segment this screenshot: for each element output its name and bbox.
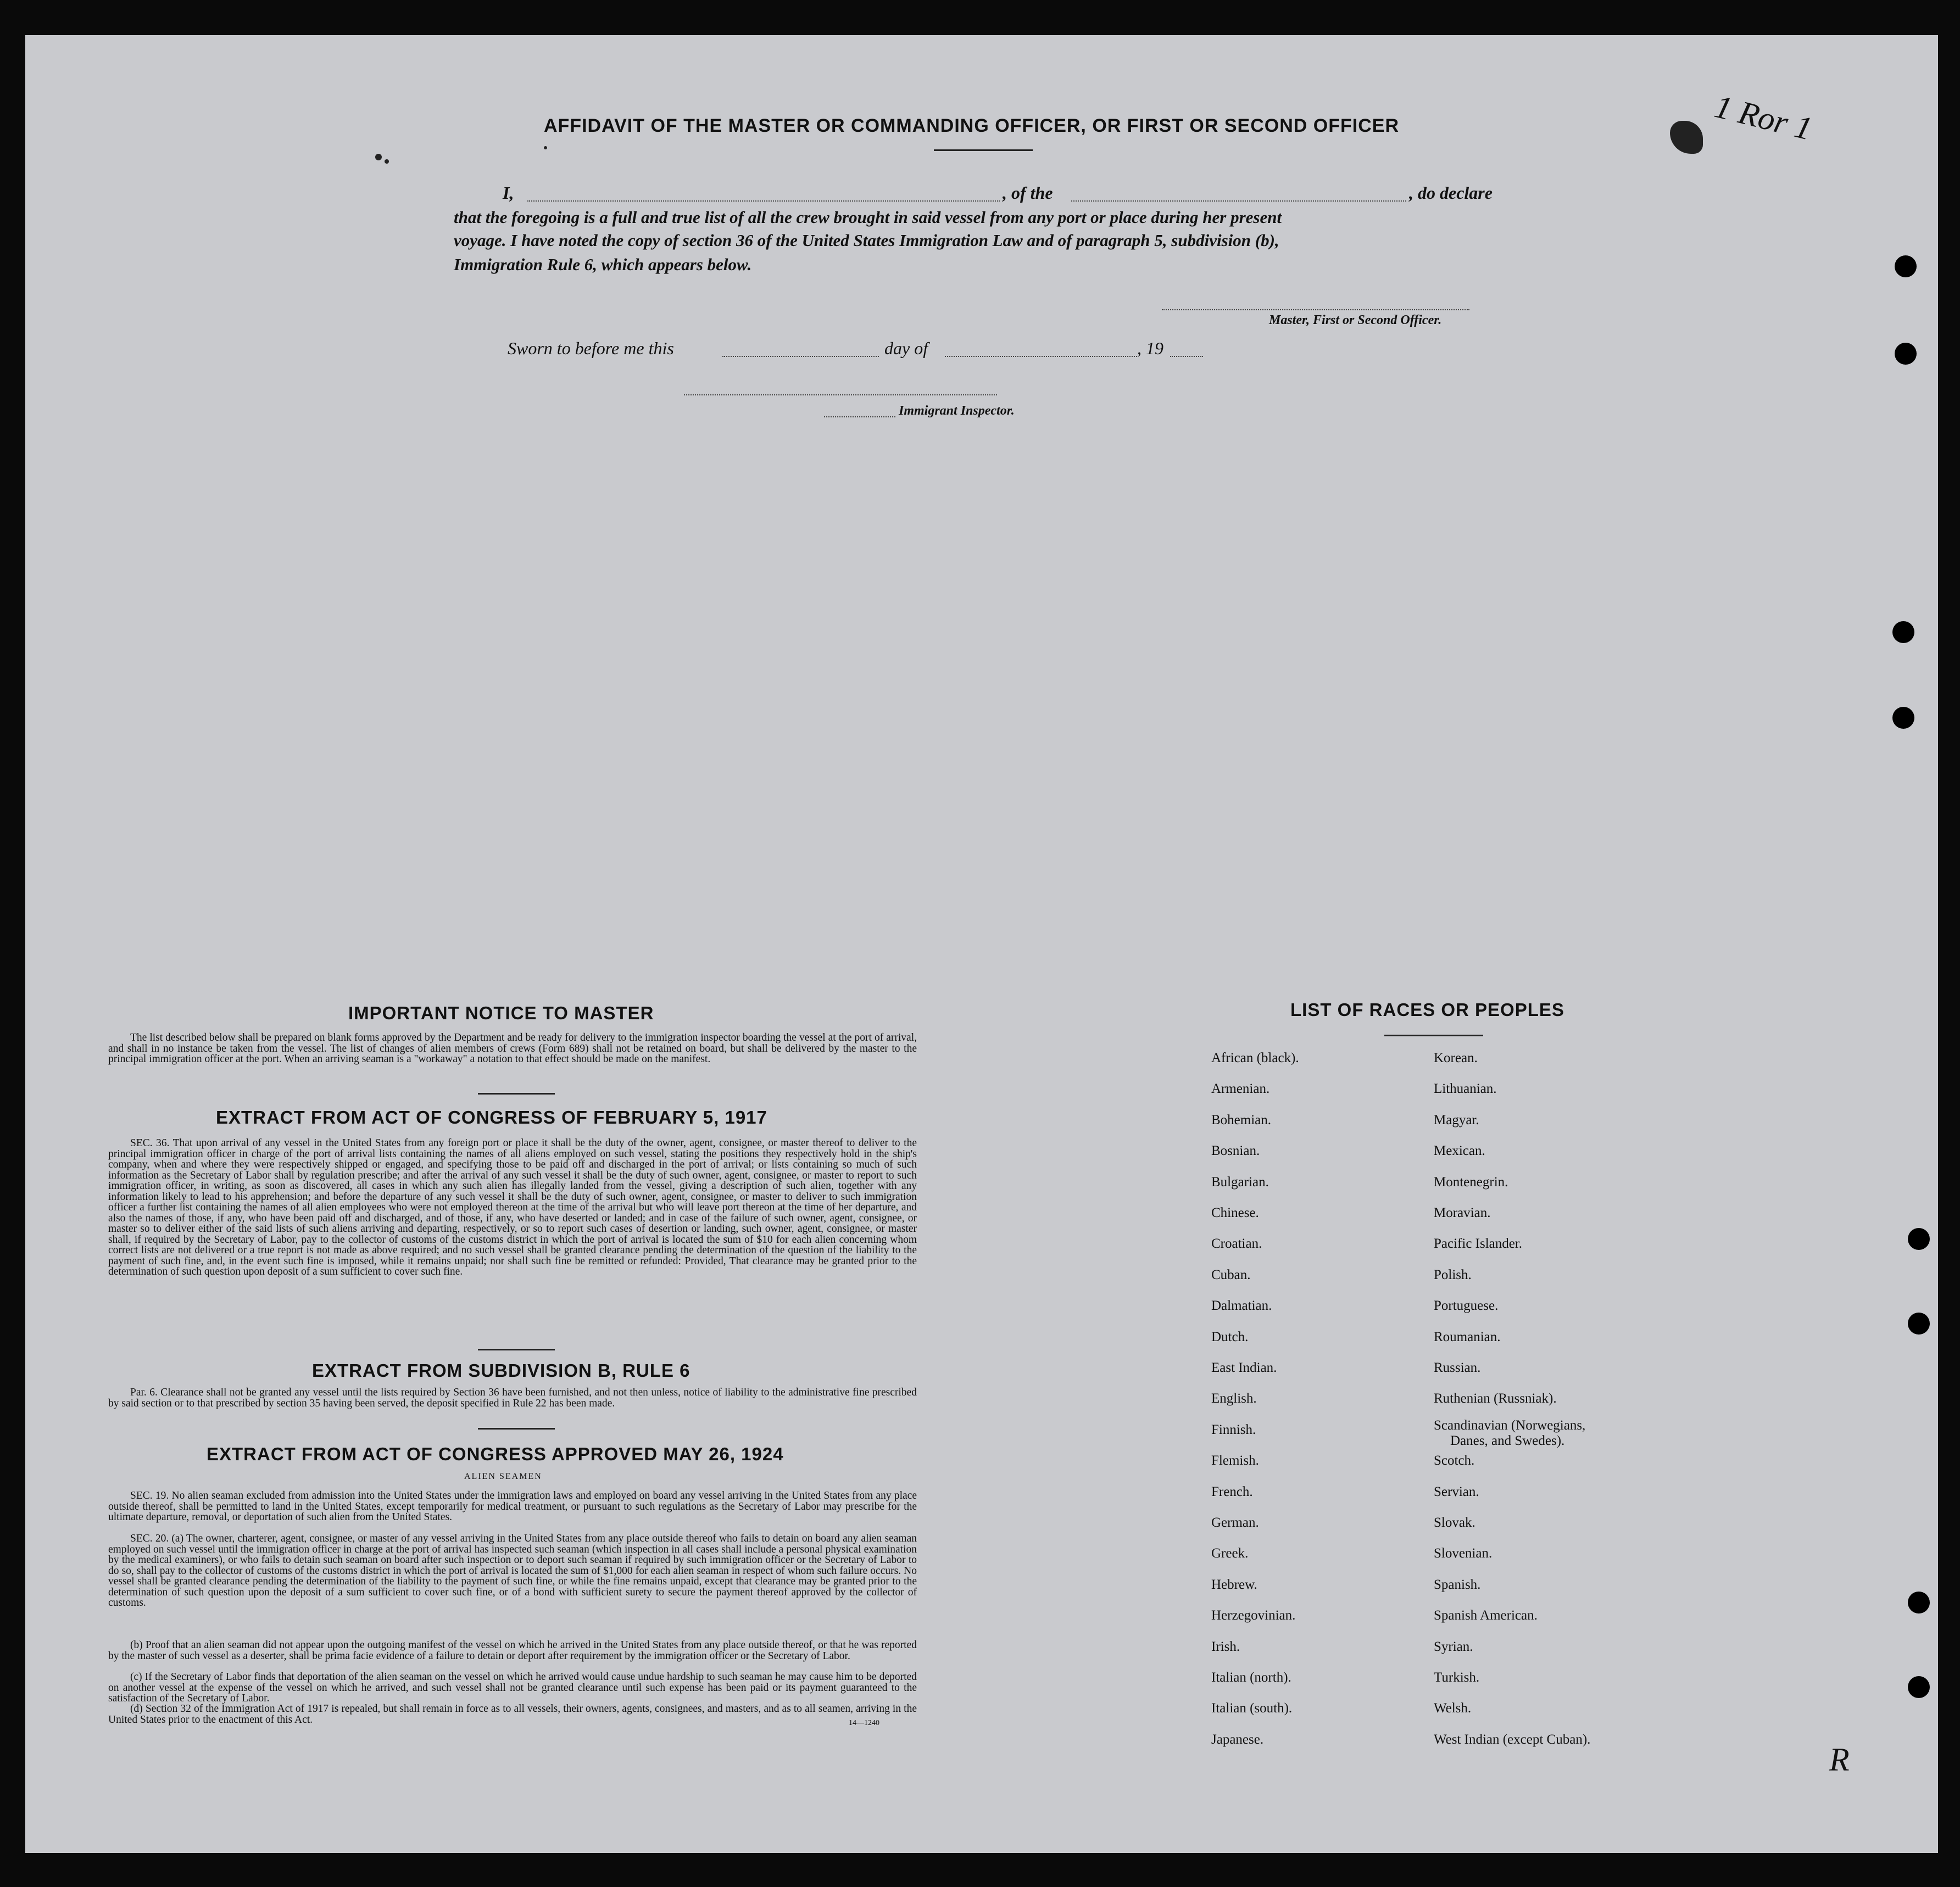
race-item: Portuguese.	[1434, 1298, 1499, 1314]
race-item: Welsh.	[1434, 1701, 1472, 1716]
race-item: Mexican.	[1434, 1143, 1485, 1159]
punch-hole	[1908, 1676, 1930, 1698]
race-item: Lithuanian.	[1434, 1081, 1497, 1097]
race-item: Italian (south).	[1211, 1701, 1293, 1716]
alien-seamen-subhead: ALIEN SEAMEN	[464, 1472, 542, 1481]
sworn-month-blank	[945, 356, 1137, 357]
race-item: Bohemian.	[1211, 1112, 1272, 1127]
race-item: Russian.	[1434, 1360, 1481, 1375]
punch-hole	[1908, 1592, 1930, 1614]
race-item: Ruthenian (Russniak).	[1434, 1391, 1557, 1406]
punch-hole	[1908, 1228, 1930, 1250]
race-item: Finnish.	[1211, 1422, 1256, 1437]
form-number: 14—1240	[849, 1719, 879, 1727]
race-item: African (black).	[1211, 1051, 1299, 1065]
race-item: Cuban.	[1211, 1267, 1251, 1282]
race-item: French.	[1211, 1484, 1253, 1499]
signature-caption: Master, First or Second Officer.	[1269, 313, 1442, 327]
handwritten-annotation: 1 Ror 1	[1711, 88, 1816, 147]
race-item: Spanish American.	[1434, 1608, 1538, 1623]
race-item: East Indian.	[1211, 1360, 1277, 1375]
race-item: Chinese.	[1211, 1205, 1259, 1220]
name-blank	[527, 200, 1000, 202]
punch-hole	[1892, 707, 1914, 729]
divider	[478, 1349, 555, 1350]
race-item: Croatian.	[1211, 1236, 1262, 1252]
race-item: Hebrew.	[1211, 1577, 1257, 1592]
race-item: English.	[1211, 1391, 1257, 1406]
race-item: Korean.	[1434, 1051, 1478, 1065]
divider	[1384, 1035, 1483, 1036]
extract-1924-sec20a: SEC. 20. (a) The owner, charterer, agent, consignee, or master of any vessel arriving in the United States from any place outside thereof who fails to detain on board any alien seaman employed on such vessel until the immigration officer in charge at the port of arrival has inspected such seaman (which inspection in all cases shall include a personal physical examination by the medical examiners), or who fails to detain such seaman on board after such inspection or to deport such seaman if required by such immigration officer or the Secretary of Labor to do so, shall pay to the collector of customs of the customs district in which the port of arrival is located the sum of $1,000 for each alien seaman in respect of whom such failure occurs. No vessel shall be granted clearance pending the determination of the liability to the payment of such fine, or while the fine remains unpaid, except that clearance may be granted prior to the determination of such question upon the deposit of a sum sufficient to cover such fine, or of a bond with sufficient surety to secure the payment thereof approved by the collector of customs.	[108, 1533, 917, 1609]
race-item: Greek.	[1211, 1546, 1249, 1561]
punch-hole	[1895, 255, 1917, 277]
inspector-signature-line	[684, 394, 997, 395]
ink-speck	[375, 154, 382, 160]
extract-1924-sec20d: (d) Section 32 of the Immigration Act of 1917 is repealed, but shall remain in force as to all vessels, their owners, agents, consignees, and masters, and as to all seamen, arriving in the United States prior to the enactment of this Act.	[108, 1703, 917, 1726]
handwritten-annotation: R	[1829, 1741, 1850, 1778]
affidavit-line: that the foregoing is a full and true list of all the crew brought in said vessel from any port or place during her present	[454, 208, 1282, 227]
race-item: Montenegrin.	[1434, 1174, 1508, 1190]
extract-rule6-text: Par. 6. Clearance shall not be granted any vessel until the lists required by Section 36 have been furnished, and not then unless, notice of liability to the administrative fine prescribed by said section or to that prescribed by section 35 having been served, the deposit specified in Rule 22 has been made.	[108, 1387, 917, 1409]
year-label: , 19	[1137, 338, 1163, 358]
race-item: Irish.	[1211, 1639, 1240, 1654]
race-item-continuation: Danes, and Swedes).	[1450, 1433, 1565, 1448]
divider	[934, 149, 1033, 151]
inspector-short-line	[824, 416, 895, 417]
race-item: Scotch.	[1434, 1453, 1475, 1469]
affidavit-title: AFFIDAVIT OF THE MASTER OR COMMANDING OFFICER, OR FIRST OR SECOND OFFICER	[544, 115, 1399, 136]
extract-1924-sec20b: (b) Proof that an alien seaman did not appear upon the outgoing manifest of the vessel on which he arrived in the United States from any place outside thereof, or that he was reported by the master of such vessel as a deserter, shall be prima facie evidence of a failure to detain or deport after requirement by the immigration officer or the Secretary of Labor.	[108, 1639, 917, 1662]
race-item: German.	[1211, 1515, 1259, 1530]
extract-1924-title: EXTRACT FROM ACT OF CONGRESS APPROVED MAY 26, 1924	[207, 1444, 784, 1464]
race-item: Pacific Islander.	[1434, 1236, 1523, 1252]
affidavit-line: voyage. I have noted the copy of section 36 of the United States Immigration Law and of paragraph 5, subdivision (b),	[454, 231, 1279, 250]
affidavit-declare-label: , do declare	[1409, 183, 1493, 203]
punch-hole	[1908, 1313, 1930, 1335]
race-item: Moravian.	[1434, 1205, 1491, 1220]
notice-text: The list described below shall be prepared on blank forms approved by the Department and be ready for delivery to the immigration inspector boarding the vessel at the port of arrival, and shall in no instance be taken from the vessel. The list of changes of alien members of crews (Form 689) shall not be retained on board, but shall be delivered by the master to the principal immigration officer at the port. When an arriving seaman is a "workaway" a notation to that effect should be made on the manifest.	[108, 1032, 917, 1065]
notice-title: IMPORTANT NOTICE TO MASTER	[348, 1003, 654, 1023]
race-item: Slovak.	[1434, 1515, 1475, 1530]
race-item: Bosnian.	[1211, 1143, 1260, 1159]
divider	[478, 1428, 555, 1430]
affidavit-of-the-label: , of the	[1003, 183, 1053, 203]
races-title: LIST OF RACES OR PEOPLES	[1290, 1000, 1564, 1020]
sworn-year-blank	[1170, 356, 1203, 357]
race-item: Armenian.	[1211, 1081, 1270, 1097]
affidavit-line: Immigration Rule 6, which appears below.	[454, 255, 752, 274]
inspector-caption: Immigrant Inspector.	[899, 404, 1015, 418]
race-item: Dalmatian.	[1211, 1298, 1272, 1314]
race-item: Bulgarian.	[1211, 1174, 1269, 1190]
extract-rule6-title: EXTRACT FROM SUBDIVISION B, RULE 6	[312, 1360, 691, 1381]
affidavit-i-label: I,	[503, 183, 514, 203]
race-item: Syrian.	[1434, 1639, 1473, 1654]
race-item: West Indian (except Cuban).	[1434, 1732, 1591, 1747]
extract-1917-title: EXTRACT FROM ACT OF CONGRESS OF FEBRUARY 5, 1917	[216, 1107, 767, 1127]
punch-hole	[1895, 343, 1917, 365]
race-item: Slovenian.	[1434, 1546, 1493, 1561]
race-item: Roumanian.	[1434, 1329, 1501, 1344]
race-item: Dutch.	[1211, 1329, 1249, 1344]
ink-speck	[544, 146, 547, 149]
extract-1924-sec19: SEC. 19. No alien seaman excluded from admission into the United States under the immigration laws and employed on board any vessel arriving in the United States from any place outside thereof, shall be permitted to land in the United States, except temporarily for medical treatment, or pursuant to such regulations as the Secretary of Labor may prescribe for the ultimate departure, removal, or deportation of such alien from the United States.	[108, 1490, 917, 1523]
race-item: Spanish.	[1434, 1577, 1481, 1592]
race-item: Turkish.	[1434, 1670, 1480, 1685]
sworn-day-blank	[722, 356, 879, 357]
race-item: Magyar.	[1434, 1112, 1479, 1127]
race-item: Polish.	[1434, 1267, 1472, 1282]
sworn-label: Sworn to before me this	[508, 338, 674, 358]
race-item: Herzegovinian.	[1211, 1608, 1296, 1623]
divider	[478, 1093, 555, 1095]
extract-1924-sec20c: (c) If the Secretary of Labor finds that deportation of the alien seaman on the vessel on which he arrived would cause undue hardship to such seaman he may cause him to be deported on another vessel at the expense of the vessel on which he arrived, and such vessel shall not be granted clearance until such expense has been paid or its payment guaranteed to the satisfaction of the Secretary of Labor.	[108, 1671, 917, 1704]
punch-hole	[1892, 621, 1914, 643]
extract-1917-text: SEC. 36. That upon arrival of any vessel in the United States from any foreign port or place it shall be the duty of the owner, agent, consignee, or master thereof to deliver to the principal immigration officer in charge of the port of arrival lists containing the names of all aliens employed on such vessel, stating the positions they respectively hold in the ship's company, when and where they were respectively shipped or engaged, and specifying those to be paid off and discharged in the port of arrival; or lists containing so much of such information as the Secretary of Labor shall by regulation prescribe; and after the arrival of any such vessel it shall be the duty of such owner, agent, consignee, or master to report to such immigration officer, in writing, as soon as discovered, all cases in which any such alien has illegally landed from the vessel, giving a description of such alien, together with any information likely to lead to his apprehension; and before the departure of any such vessel it shall be the duty of such owner, agent, consignee, or master to deliver to such immigration officer a further list containing the names of all alien employees who were not employed thereon at the time of the arrival but who will leave port thereon at the time of her departure, and also the names of those, if any, who have been paid off and discharged, and of those, if any, who have deserted or landed; and in case of the failure of such owner, agent, consignee, or master so to deliver either of the said lists of such aliens arriving and departing, respectively, or so to report such cases of desertion or landing, such owner, agent, consignee, or master shall, if required by the Secretary of Labor, pay to the collector of customs of the customs district in which the port of arrival is located the sum of $10 for each alien concerning whom correct lists are not delivered or a true report is not made as above required; and no such vessel shall be granted clearance pending the determination of the question of the liability to the payment of such fine, and, in the event such fine is imposed, while it remains unpaid; nor shall such fine be remitted or refunded: Provided, That clearance may be granted prior to the determination of such question upon deposit of a sum sufficient to cover such fine.	[108, 1137, 917, 1277]
race-item: Scandinavian (Norwegians,	[1434, 1417, 1586, 1433]
day-of-label: day of	[884, 338, 928, 358]
race-item: Italian (north).	[1211, 1670, 1291, 1685]
vessel-blank	[1071, 200, 1406, 202]
ink-speck	[385, 159, 389, 164]
race-item: Flemish.	[1211, 1453, 1259, 1469]
race-item: Japanese.	[1211, 1732, 1264, 1747]
signature-line	[1162, 309, 1469, 310]
race-item: Servian.	[1434, 1484, 1479, 1499]
